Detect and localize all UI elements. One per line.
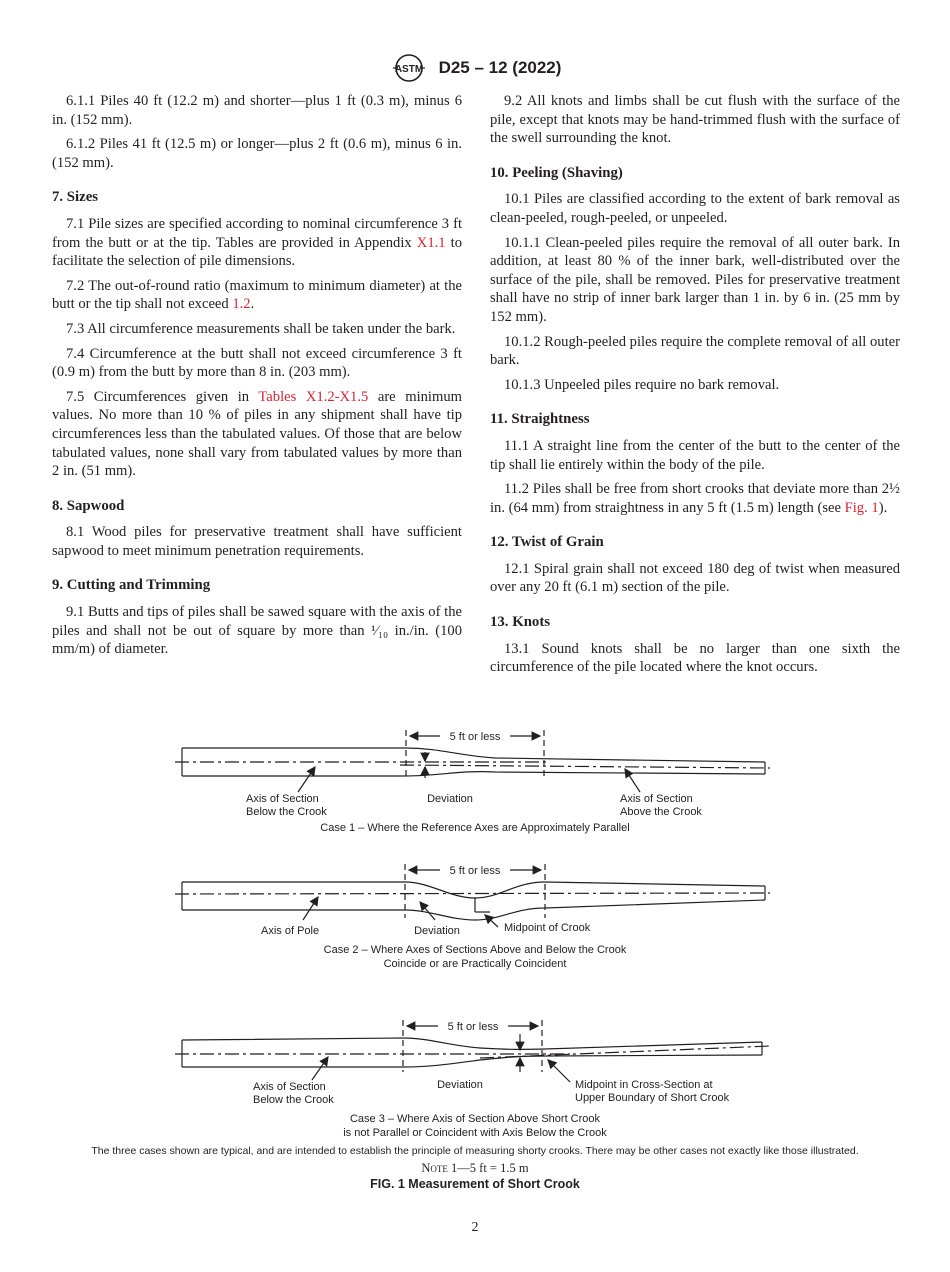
para-7-4: 7.4 Circumference at the butt shall not exceed circumference 3 ft (0.9 m) from the butt by more than 8 in. (203 mm). [52,345,462,381]
heading-9-cutting: 9. Cutting and Trimming [52,577,211,594]
para-10-1-2: 10.1.2 Rough-peeled piles require the complete removal of all outer bark. [490,333,900,369]
case3-right-label-2: Upper Boundary of Short Crook [575,1092,730,1104]
case2-right-label: Midpoint of Crook [504,922,591,934]
heading-11-straightness: 11. Straightness [490,411,590,428]
case3-caption-2: is not Parallel or Coincident with Axis Below the Crook [343,1127,607,1139]
heading-10-peeling: 10. Peeling (Shaving) [490,164,623,181]
para-10-1-3: 10.1.3 Unpeeled piles require no bark removal. [504,376,780,393]
case1-mid-label: Deviation [427,793,473,805]
para-7-2: 7.2 The out-of-round ratio (maximum to minimum diameter) at the butt or the tip shall not exceed 1.2. [52,277,462,313]
para-7-1: 7.1 Pile sizes are specified according to nominal circumference 3 ft from the butt or at the tip. Tables are provided in Appendix X1.1 to facilitate the selection of pile dimensions. [52,215,463,270]
para-9-2: 9.2 All knots and limbs shall be cut flush with the surface of the pile, except that knots may be hand-trimmed flush with the surface of the swell surrounding the knot. [490,93,900,147]
para-13-1: 13.1 Sound knots shall be no larger than one sixth the circumference of the pile located where the knot occurs. [490,640,900,676]
case2-dim-label: 5 ft or less [449,865,501,877]
para-6-1-2: 6.1.2 Piles 41 ft (12.5 m) or longer—plus 2 ft (0.6 m), minus 6 in. (152 mm). [52,136,462,171]
para-11-1: 11.1 A straight line from the center of the butt to the center of the tip shall lie entirely within the body of the pile. [490,437,900,473]
para-12-1: 12.1 Spiral grain shall not exceed 180 deg of twist when measured over any 20 ft (6.1 m) section of the pile. [490,560,900,596]
left-column [52,92,462,665]
para-7-3: 7.3 All circumference measurements shall be taken under the bark. [66,320,456,337]
page-header [0,52,950,84]
heading-13-knots: 13. Knots [490,614,551,631]
astm-logo [389,52,429,84]
case3-left-label-1: Axis of Section [253,1081,326,1093]
case3-right-label-1: Midpoint in Cross-Section at [575,1079,713,1091]
case1-caption: Case 1 – Where the Reference Axes are Approximately Parallel [320,822,630,834]
heading-7-sizes: 7. Sizes [52,189,99,206]
case2-mid-label: Deviation [414,925,460,937]
link-1-2[interactable]: 1.2 [232,296,251,313]
heading-12-twist: 12. Twist of Grain [490,534,604,551]
page-number: 2 [471,1220,479,1235]
right-column [490,92,900,683]
case2-left-label: Axis of Pole [261,925,320,937]
case2-caption-2: Coincide or are Practically Coincident [383,958,567,970]
para-10-1: 10.1 Piles are classified according to the extent of bark removal as clean-peeled, rough-peeled, or unpeeled. [490,191,900,226]
case3-mid-label: Deviation [437,1079,483,1091]
para-8-1: 8.1 Wood piles for preservative treatment shall have sufficient sapwood to meet minimum penetration requirements. [52,524,462,559]
figure-drawing [150,722,800,1142]
heading-8-sapwood: 8. Sapwood [52,497,125,514]
svg-text:ASTM: ASTM [394,64,423,75]
case1-right-label-2: Above the Crook [620,806,702,818]
link-x1-1[interactable]: X1.1 [416,234,446,251]
link-tables-x1-2-x1-5[interactable]: Tables X1.2-X1.5 [258,388,369,405]
case2-caption-1: Case 2 – Where Axes of Sections Above and Below the Crook [323,944,627,956]
case1-left-label-1: Axis of Section [246,793,319,805]
case3-dim-label: 5 ft or less [447,1021,499,1033]
para-7-5: 7.5 Circumferences given in Tables X1.2-X1.5 are minimum values. No more than 10 % of piles in any shipment shall have tip circumferences less than the tabulated values. Of those that are below tabulated values, none shall vary from tabulated values by more than 2 in. (51 mm). [52,388,462,480]
para-11-2: 11.2 Piles shall be free from short crooks that deviate more than 2½ in. (64 mm) from straightness in any 5 ft (1.5 m) length (see Fig. 1). [490,481,900,516]
link-fig-1[interactable]: Fig. 1 [844,499,879,516]
figure-title: FIG. 1 Measurement of Short Crook [370,1177,580,1191]
case1-left-label-2: Below the Crook [246,806,327,818]
para-6-1-1: 6.1.1 Piles 40 ft (12.2 m) and shorter—plus 1 ft (0.3 m), minus 6 in. (152 mm). [52,93,462,128]
document-code: D25 – 12 (2022) [438,58,562,77]
para-9-1: 9.1 Butts and tips of piles shall be sawed square with the axis of the piles and shall not be out of square by more than ¹⁄₁₀ in./in. (100 mm/m) of diameter. [52,604,462,658]
note-1: Note 1—5 ft = 1.5 m [421,1161,529,1175]
case1-right-label-1: Axis of Section [620,793,693,805]
case3-caption-1: Case 3 – Where Axis of Section Above Short Crook [349,1113,601,1125]
figure-note: The three cases shown are typical, and are intended to establish the principle of measuring shorty crooks. There may be other cases not exactly like those illustrated. [91,1145,859,1157]
para-10-1-1: 10.1.1 Clean-peeled piles require the removal of all outer bark. In addition, at least 80 % of the inner bark, well-distributed over the surface of the pile, shall be removed. Piles for preservative treatment shall have no strip of inner bark larger than 1 in. by 6 in. (25 mm by 152 mm). [490,234,900,325]
case1-dim-label: 5 ft or less [449,731,501,743]
case3-left-label-2: Below the Crook [253,1094,334,1106]
figure-short-crook [150,722,800,1142]
